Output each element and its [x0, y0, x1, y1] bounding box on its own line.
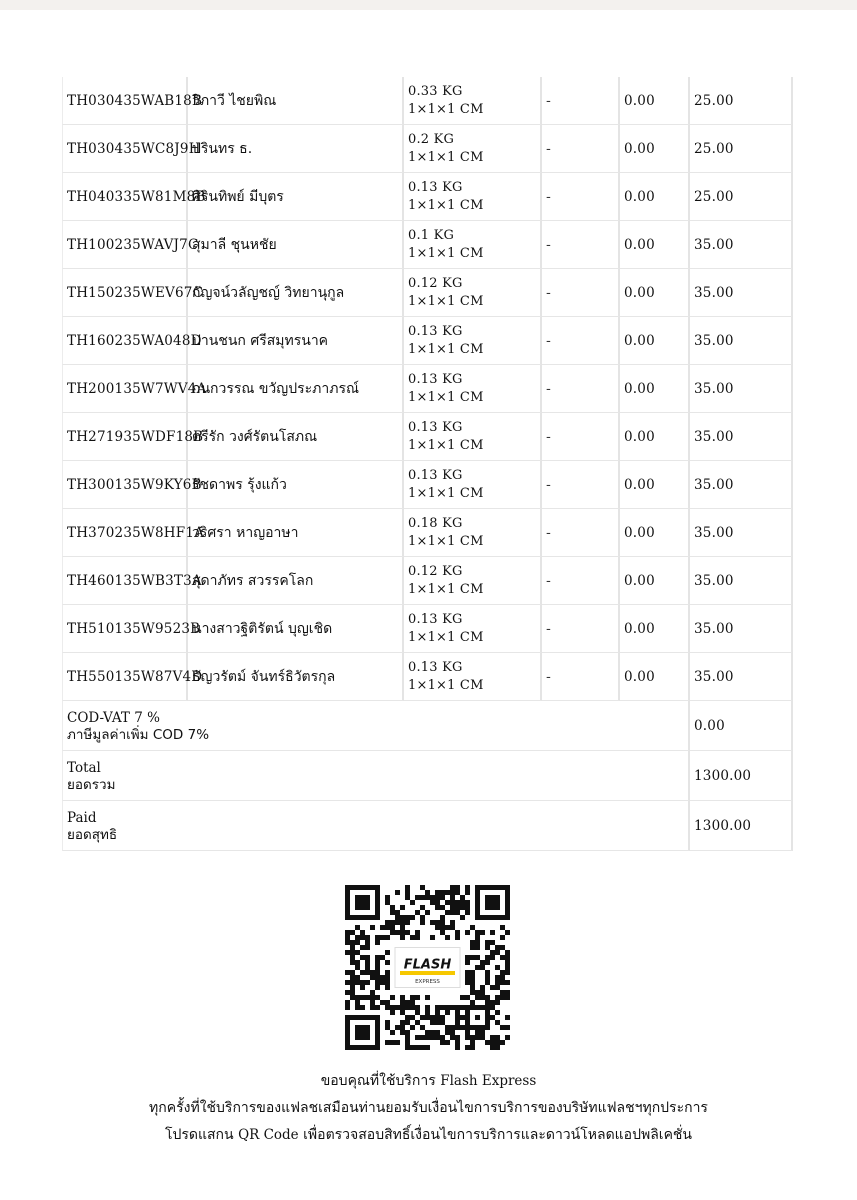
tracking-number: TH300135W9KY6B [62, 461, 188, 509]
dash-cell: - [542, 557, 620, 605]
dimensions: 1×1×1 CM [408, 581, 484, 597]
recipient-name: สุมาลี ชุนหชัย [188, 221, 404, 269]
table-row [62, 221, 793, 269]
weight-size-cell [404, 413, 542, 461]
dash-cell: - [542, 653, 620, 701]
shipping-fee: 35.00 [690, 509, 793, 557]
summary-label-en: COD-VAT 7 % [67, 709, 160, 726]
flash-express-logo [395, 948, 460, 988]
weight: 0.13 KG [408, 467, 463, 483]
shipping-fee: 25.00 [690, 173, 793, 221]
dimensions: 1×1×1 CM [408, 437, 484, 453]
summary-label-en: Paid [67, 809, 97, 826]
dash-cell: - [542, 221, 620, 269]
summary-label [62, 801, 690, 851]
weight-size-cell [404, 125, 542, 173]
dimensions: 1×1×1 CM [408, 629, 484, 645]
shipping-fee: 35.00 [690, 557, 793, 605]
summary-row [62, 701, 793, 751]
cod-amount: 0.00 [620, 365, 690, 413]
dimensions: 1×1×1 CM [408, 389, 484, 405]
weight: 0.33 KG [408, 83, 463, 99]
dimensions: 1×1×1 CM [408, 245, 484, 261]
thanks-line [0, 1068, 857, 1095]
table-row [62, 605, 793, 653]
scan-text-post: เพื่อตรวจสอบสิทธิ์เงื่อนไขการบริการและดาวน์โหลดแอปพลิเคชั่น [303, 1127, 693, 1143]
cod-amount: 0.00 [620, 413, 690, 461]
weight-size-cell [404, 461, 542, 509]
dash-cell: - [542, 317, 620, 365]
weight: 0.13 KG [408, 371, 463, 387]
dash-cell: - [542, 461, 620, 509]
weight-size-cell [404, 365, 542, 413]
cod-amount: 0.00 [620, 77, 690, 125]
dimensions: 1×1×1 CM [408, 149, 484, 165]
tracking-number: TH030435WC8J9H [62, 125, 188, 173]
cod-amount: 0.00 [620, 557, 690, 605]
table-row [62, 509, 793, 557]
dimensions: 1×1×1 CM [408, 293, 484, 309]
table-row [62, 269, 793, 317]
cod-amount: 0.00 [620, 269, 690, 317]
tracking-number: TH030435WAB18B [62, 77, 188, 125]
table-row [62, 173, 793, 221]
weight-size-cell [404, 605, 542, 653]
weight-size-cell [404, 509, 542, 557]
shipment-table [62, 77, 793, 851]
shipping-fee: 25.00 [690, 77, 793, 125]
weight: 0.13 KG [408, 659, 463, 675]
weight: 0.13 KG [408, 611, 463, 627]
weight: 0.13 KG [408, 323, 463, 339]
recipient-name: รัชดาพร รุ้งแก้ว [188, 461, 404, 509]
weight-size-cell [404, 317, 542, 365]
tracking-number: TH271935WDF18B [62, 413, 188, 461]
summary-value: 0.00 [690, 701, 793, 751]
weight-size-cell [404, 269, 542, 317]
shipping-fee: 35.00 [690, 365, 793, 413]
brand-name: Flash Express [440, 1073, 537, 1089]
summary-value: 1300.00 [690, 801, 793, 851]
table-row [62, 653, 793, 701]
svg-text:FLASH: FLASH [403, 957, 452, 973]
tracking-number: TH200135W7WV4A [62, 365, 188, 413]
summary-label-th: ยอดสุทธิ [67, 826, 118, 843]
table-row [62, 317, 793, 365]
recipient-name: ตรีรัก วงศ์รัตนโสภณ [188, 413, 404, 461]
weight-size-cell [404, 221, 542, 269]
cod-amount: 0.00 [620, 317, 690, 365]
weight: 0.1 KG [408, 227, 455, 243]
weight-size-cell [404, 173, 542, 221]
cod-amount: 0.00 [620, 173, 690, 221]
summary-label-th: ยอดรวม [67, 776, 116, 793]
footer [0, 1068, 857, 1149]
cod-amount: 0.00 [620, 605, 690, 653]
recipient-name: ธัญวรัตม์ จันทร์ธิวัตรกุล [188, 653, 404, 701]
tracking-number: TH160235WA048D [62, 317, 188, 365]
cod-amount: 0.00 [620, 221, 690, 269]
cod-amount: 0.00 [620, 509, 690, 557]
summary-value: 1300.00 [690, 751, 793, 801]
weight: 0.12 KG [408, 275, 463, 291]
dash-cell: - [542, 509, 620, 557]
weight: 0.12 KG [408, 563, 463, 579]
summary-label [62, 701, 690, 751]
dimensions: 1×1×1 CM [408, 677, 484, 693]
scan-text-pre: โปรดแสกน [164, 1127, 234, 1143]
svg-text:EXPRESS: EXPRESS [415, 979, 440, 985]
recipient-name: นางสาวฐิติรัตน์ บุญเชิด [188, 605, 404, 653]
dash-cell: - [542, 605, 620, 653]
tracking-number: TH510135W9523B [62, 605, 188, 653]
cod-amount: 0.00 [620, 653, 690, 701]
tracking-number: TH370235W8HF1A [62, 509, 188, 557]
weight-size-cell [404, 653, 542, 701]
shipping-fee: 25.00 [690, 125, 793, 173]
recipient-name: วริศรา หาญอาษา [188, 509, 404, 557]
table-row [62, 557, 793, 605]
dimensions: 1×1×1 CM [408, 101, 484, 117]
weight: 0.13 KG [408, 179, 463, 195]
scan-line [0, 1122, 857, 1149]
dash-cell: - [542, 269, 620, 317]
summary-row [62, 751, 793, 801]
table-row [62, 365, 793, 413]
recipient-name: กนกวรรณ ขวัญประภาภรณ์ [188, 365, 404, 413]
scan-qr-label: QR Code [238, 1127, 299, 1143]
recipient-name: วิภาวี ไชยพิณ [188, 77, 404, 125]
shipping-fee: 35.00 [690, 653, 793, 701]
dash-cell: - [542, 125, 620, 173]
tracking-number: TH150235WEV67C [62, 269, 188, 317]
weight: 0.18 KG [408, 515, 463, 531]
cod-amount: 0.00 [620, 461, 690, 509]
summary-label [62, 751, 690, 801]
shipping-fee: 35.00 [690, 221, 793, 269]
weight: 0.2 KG [408, 131, 455, 147]
dimensions: 1×1×1 CM [408, 341, 484, 357]
table-row [62, 413, 793, 461]
dash-cell: - [542, 77, 620, 125]
table-row [62, 461, 793, 509]
weight-size-cell [404, 77, 542, 125]
qr-code-graphic [345, 885, 510, 1050]
shipping-fee: 35.00 [690, 605, 793, 653]
shipping-fee: 35.00 [690, 461, 793, 509]
summary-label-en: Total [67, 759, 101, 776]
thanks-text: ขอบคุณที่ใช้บริการ [320, 1073, 436, 1089]
summary-label-th: ภาษีมูลค่าเพิ่ม COD 7% [67, 726, 210, 743]
tracking-number: TH460135WB3T3A [62, 557, 188, 605]
dimensions: 1×1×1 CM [408, 197, 484, 213]
top-bar [0, 0, 857, 10]
cod-amount: 0.00 [620, 125, 690, 173]
dimensions: 1×1×1 CM [408, 485, 484, 501]
shipping-fee: 35.00 [690, 317, 793, 365]
shipping-fee: 35.00 [690, 269, 793, 317]
tracking-number: TH550135W87V4D [62, 653, 188, 701]
tracking-number: TH040335W81M8B [62, 173, 188, 221]
weight: 0.13 KG [408, 419, 463, 435]
terms-line: ทุกครั้งที่ใช้บริการของแฟลชเสมือนท่านยอมรับเงื่อนไขการบริการของบริษัทแฟลชฯทุกประการ [149, 1100, 708, 1116]
recipient-name: ศิรินทิพย์ มีบุตร [188, 173, 404, 221]
shipping-fee: 35.00 [690, 413, 793, 461]
dimensions: 1×1×1 CM [408, 533, 484, 549]
tracking-number: TH100235WAVJ7C [62, 221, 188, 269]
dash-cell: - [542, 365, 620, 413]
dash-cell: - [542, 413, 620, 461]
table-row [62, 77, 793, 125]
recipient-name: กัญจน์วลัญชญ์ วิทยานุกูล [188, 269, 404, 317]
recipient-name: ปรินทร ธ. [188, 125, 404, 173]
table-row [62, 125, 793, 173]
dash-cell: - [542, 173, 620, 221]
recipient-name: ปานชนก ศรีสมุทรนาค [188, 317, 404, 365]
weight-size-cell [404, 557, 542, 605]
summary-row [62, 801, 793, 851]
qr-code[interactable] [345, 885, 510, 1050]
recipient-name: สุดาภัทร สวรรคโลก [188, 557, 404, 605]
